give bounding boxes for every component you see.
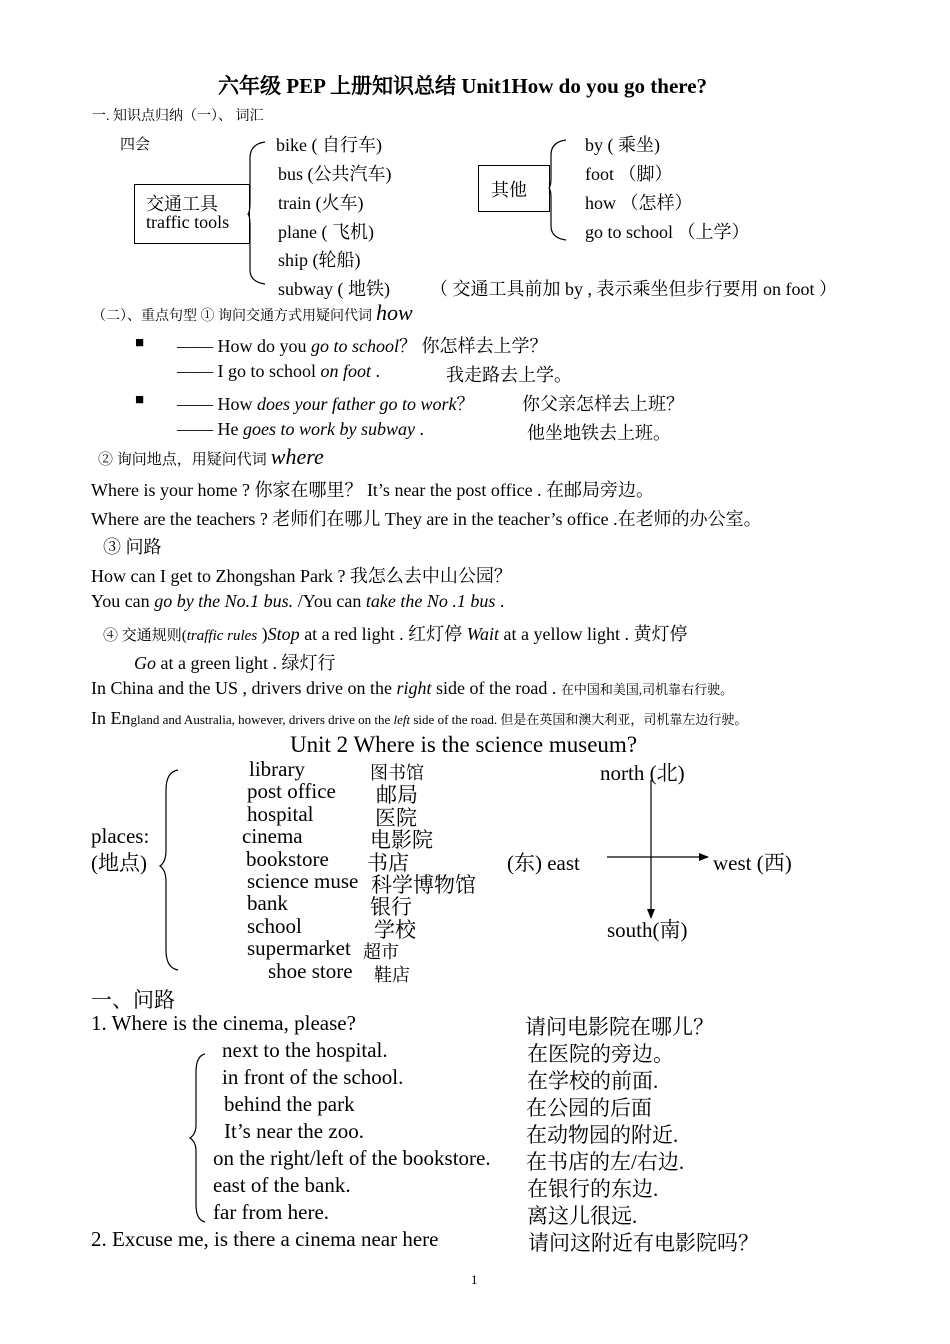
place-cn: 医院 bbox=[375, 806, 417, 830]
other-label: 其他 bbox=[491, 180, 527, 200]
bullet-icon: ■ bbox=[135, 392, 145, 408]
sentence-4-b: goes to work by subway bbox=[243, 419, 415, 439]
where-sentence-2: Where are the teachers ? 老师们在哪儿 They are in the teacher’s office .在老师的办公室。 bbox=[91, 509, 762, 529]
place-cn: 银行 bbox=[370, 895, 412, 919]
rules2-a: Go bbox=[134, 653, 156, 673]
rules-a: ④ 交通规则( bbox=[103, 628, 187, 644]
answer-cn: 在银行的东边. bbox=[527, 1177, 659, 1201]
sentence-1-c: ？ 你怎样去上学？ bbox=[399, 336, 548, 356]
ask-way-heading: ③ 问路 bbox=[103, 537, 162, 557]
sihui-label: 四会 bbox=[120, 137, 151, 153]
where-prefix: ② 询问地点，用疑问代词 bbox=[98, 452, 267, 468]
rules-b: traffic rules bbox=[186, 628, 258, 644]
sentence-4-cn: 他坐地铁去上班。 bbox=[527, 423, 671, 443]
ask-2-d: take the No .1 bus bbox=[365, 591, 496, 611]
ask-2-c: /You can bbox=[293, 591, 366, 611]
rules-f: Wait bbox=[466, 624, 499, 644]
sentence-2-cn: 我走路去上学。 bbox=[446, 365, 572, 385]
ask-way-title: 一、问路 bbox=[91, 988, 175, 1012]
place-cn: 学校 bbox=[374, 918, 416, 942]
drive2-c: left bbox=[393, 712, 411, 727]
place-en: school bbox=[247, 914, 302, 938]
section1-heading: 一. 知识点归纳（一）、 词汇 bbox=[92, 109, 264, 124]
other-item: foot （脚） bbox=[585, 164, 673, 184]
answer-en: east of the bank. bbox=[213, 1173, 351, 1197]
vehicle-item: plane ( 飞机) bbox=[278, 222, 374, 242]
rules-e: at a red light . 红灯停 bbox=[299, 624, 467, 644]
sentence-2-b: on foot bbox=[320, 361, 372, 381]
place-en: bank bbox=[247, 891, 288, 915]
answer-en: behind the park bbox=[224, 1092, 355, 1116]
sentence-2-c: . bbox=[371, 361, 381, 381]
where-keyword: where bbox=[270, 444, 324, 469]
place-en: hospital bbox=[247, 802, 314, 826]
place-cn: 鞋店 bbox=[374, 965, 410, 985]
drive1-a: In China and the US , drivers drive on the bbox=[91, 678, 397, 698]
question-2-en: 2. Excuse me, is there a cinema near here bbox=[91, 1227, 439, 1251]
rules-g: at a yellow light . 黄灯停 bbox=[499, 624, 688, 644]
vehicle-item: bike ( 自行车) bbox=[276, 135, 382, 155]
question-1-en: 1. Where is the cinema, please? bbox=[91, 1011, 356, 1035]
sentence-2-a: —— I go to school bbox=[177, 361, 321, 381]
place-en: science muse bbox=[247, 869, 359, 893]
answer-cn: 在医院的旁边。 bbox=[527, 1042, 674, 1066]
answer-en: It’s near the zoo. bbox=[224, 1119, 364, 1143]
vehicle-brace bbox=[248, 142, 265, 284]
bullet-icon: ■ bbox=[135, 335, 145, 351]
vehicle-item: ship (轮船) bbox=[278, 250, 361, 270]
answer-en: next to the hospital. bbox=[222, 1038, 388, 1062]
place-en: bookstore bbox=[246, 847, 329, 871]
page-title: 六年级 PEP 上册知识总结 Unit1How do you go there? bbox=[218, 74, 708, 98]
other-item: how （怎样） bbox=[585, 193, 693, 213]
where-sentence-1: Where is your home ? 你家在哪里？ It’s near the post office . 在邮局旁边。 bbox=[91, 480, 655, 500]
unit2-title: Unit 2 Where is the science museum? bbox=[290, 732, 638, 757]
drive2-b: gland and Australia, however, drivers drive on the bbox=[130, 712, 394, 727]
other-item: by ( 乘坐) bbox=[585, 135, 660, 155]
place-cn: 超市 bbox=[363, 942, 399, 962]
answer-cn: 在公园的后面 bbox=[526, 1096, 652, 1120]
answer-cn: 在动物园的附近. bbox=[526, 1123, 679, 1147]
drive2-a: In En bbox=[91, 708, 131, 728]
sentence-4-a: —— He bbox=[177, 419, 243, 439]
vehicle-item: train (火车) bbox=[278, 193, 364, 213]
ask-2-e: . bbox=[495, 591, 505, 611]
compass-east: (东) east bbox=[507, 851, 580, 875]
drive2-d: side of the road. 但是在英国和澳大利亚，司机靠左边行驶。 bbox=[410, 712, 748, 727]
sentence-3-cn: 你父亲怎样去上班？ bbox=[522, 394, 684, 414]
sentence-1-b: go to school bbox=[311, 336, 399, 356]
compass-north: north (北) bbox=[600, 761, 685, 785]
sentence-3-b: does your father go to work bbox=[257, 394, 457, 414]
vehicle-note: （ 交通工具前加 by , 表示乘坐但步行要用 on foot ） bbox=[430, 279, 837, 299]
page-number: 1 bbox=[471, 1272, 478, 1287]
answer-en: far from here. bbox=[213, 1200, 330, 1224]
answer-en: on the right/left of the bookstore. bbox=[213, 1146, 491, 1170]
place-en: supermarket bbox=[247, 936, 351, 960]
rules-d: Stop bbox=[267, 624, 300, 644]
sentence-3-a: —— How bbox=[177, 394, 257, 414]
section2-keyword: how bbox=[376, 300, 413, 325]
place-cn: 图书馆 bbox=[370, 763, 424, 783]
place-cn: 书店 bbox=[367, 851, 409, 875]
place-cn: 电影院 bbox=[370, 828, 433, 852]
drive1-b: right bbox=[396, 678, 432, 698]
place-en: post office bbox=[247, 779, 336, 803]
traffic-tools-cn: 交通工具 bbox=[146, 194, 218, 214]
sentence-4-c: . bbox=[414, 419, 424, 439]
rules-c: ) bbox=[257, 624, 268, 644]
places-label-en: places: bbox=[91, 824, 150, 848]
place-en: cinema bbox=[242, 824, 303, 848]
answer-cn: 在书店的左/右边. bbox=[526, 1150, 685, 1174]
places-brace bbox=[160, 770, 178, 970]
place-en: shoe store bbox=[268, 959, 353, 983]
vehicle-item: bus (公共汽车) bbox=[278, 164, 392, 184]
compass-west: west (西) bbox=[713, 851, 792, 875]
answer-cn: 离这儿很远. bbox=[527, 1204, 638, 1228]
answer-cn: 在学校的前面. bbox=[527, 1069, 659, 1093]
traffic-tools-en: traffic tools bbox=[146, 212, 230, 232]
others-brace bbox=[549, 140, 566, 240]
ask-2-a: You can bbox=[91, 591, 155, 611]
drive1-c: side of the road . bbox=[431, 678, 561, 698]
ask-sentence-1: How can I get to Zhongshan Park ? 我怎么去中山公园？ bbox=[91, 566, 512, 586]
place-cn: 科学博物馆 bbox=[371, 873, 476, 897]
answer-en: in front of the school. bbox=[222, 1065, 404, 1089]
vehicle-item: subway ( 地铁) bbox=[278, 279, 390, 299]
ask-2-b: go by the No.1 bus. bbox=[154, 591, 294, 611]
rules2-b: at a green light . 绿灯行 bbox=[156, 653, 336, 673]
section2-prefix: （二）、重点句型 ① 询问交通方式用疑问代词 bbox=[92, 309, 372, 324]
sentence-3-c: ？ bbox=[456, 394, 475, 414]
question-1-cn: 请问电影院在哪儿？ bbox=[525, 1015, 714, 1039]
question-2-cn: 请问这附近有电影院吗？ bbox=[528, 1231, 759, 1255]
drive1-d: 在中国和美国,司机靠右行驶。 bbox=[560, 682, 734, 697]
places-label-cn: (地点) bbox=[91, 851, 147, 875]
place-en: library bbox=[249, 757, 305, 781]
answers-brace bbox=[190, 1054, 205, 1222]
compass-south: south(南) bbox=[607, 918, 688, 942]
sentence-1-a: —— How do you bbox=[177, 336, 311, 356]
place-cn: 邮局 bbox=[376, 783, 418, 807]
other-item: go to school （上学） bbox=[585, 222, 750, 242]
